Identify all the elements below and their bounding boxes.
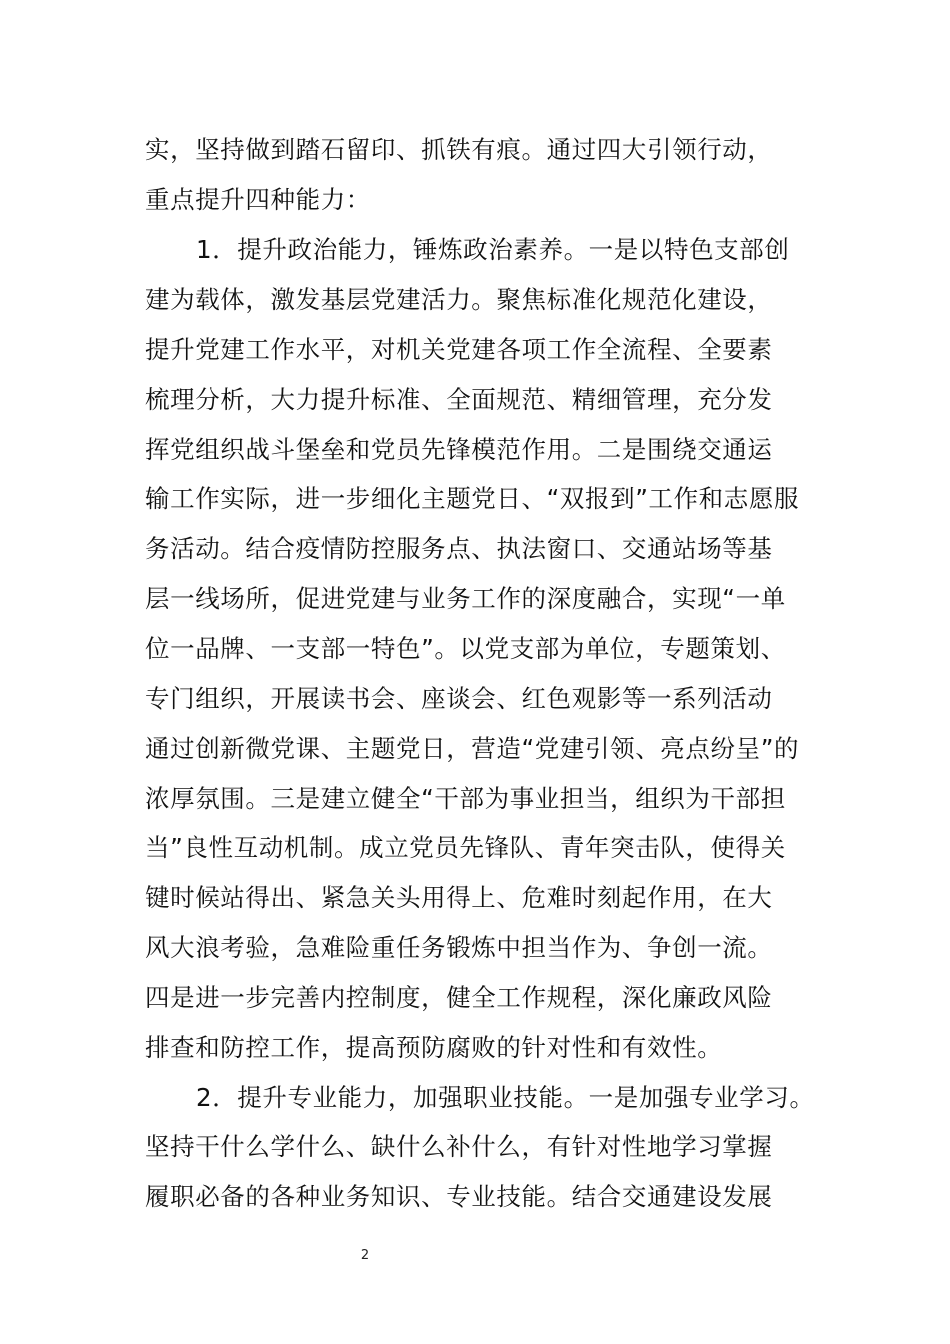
body-text-line: 挥党组织战斗堡垒和党员先锋模范作用。二是围绕交通运 [145, 435, 773, 464]
body-text-line: 浓厚氛围。三是建立健全“干部为事业担当，组织为干部担 [145, 784, 786, 813]
body-text-line: 专门组织，开展读书会、座谈会、红色观影等一系列活动 [145, 684, 773, 713]
body-text-line: 建为载体，激发基层党建活力。聚焦标准化规范化建设， [145, 285, 773, 314]
body-text-line: 排查和防控工作，提高预防腐败的针对性和有效性。 [145, 1033, 723, 1062]
page-number: 2 [360, 1248, 370, 1263]
body-text-line: 键时候站得出、紧急关头用得上、危难时刻起作用，在大 [145, 883, 773, 912]
body-text-line: 层一线场所，促进党建与业务工作的深度融合，实现“一单 [145, 584, 786, 613]
body-text-line: 风大浪考验，急难险重任务锻炼中担当作为、争创一流。 [145, 933, 773, 962]
body-text-line: 履职必备的各种业务知识、专业技能。结合交通建设发展 [145, 1182, 773, 1211]
body-text-line: 实，坚持做到踏石留印、抓铁有痕。通过四大引领行动， [145, 135, 773, 164]
body-text-line: 梳理分析，大力提升标准、全面规范、精细管理，充分发 [145, 385, 773, 414]
body-text-line: 四是进一步完善内控制度，健全工作规程，深化廉政风险 [145, 983, 773, 1012]
body-text-line: 重点提升四种能力： [145, 185, 371, 214]
body-text-line: 当”良性互动机制。成立党员先锋队、青年突击队，使得关 [145, 833, 786, 862]
section-heading-line: 2．提升专业能力，加强职业技能。一是加强专业学习。 [196, 1083, 815, 1112]
body-text-line: 提升党建工作水平，对机关党建各项工作全流程、全要素 [145, 335, 773, 364]
body-text-line: 坚持干什么学什么、缺什么补什么，有针对性地学习掌握 [145, 1132, 773, 1161]
section-heading-line: 1．提升政治能力，锤炼政治素养。一是以特色支部创 [196, 235, 790, 264]
body-text-line: 通过创新微党课、主题党日，营造“党建引领、亮点纷呈”的 [145, 734, 800, 763]
body-text-line: 位一品牌、一支部一特色”。以党支部为单位，专题策划、 [145, 634, 786, 663]
body-text-line: 务活动。结合疫情防控服务点、执法窗口、交通站场等基 [145, 534, 773, 563]
body-text-line: 输工作实际，进一步细化主题党日、“双报到”工作和志愿服 [145, 484, 800, 513]
